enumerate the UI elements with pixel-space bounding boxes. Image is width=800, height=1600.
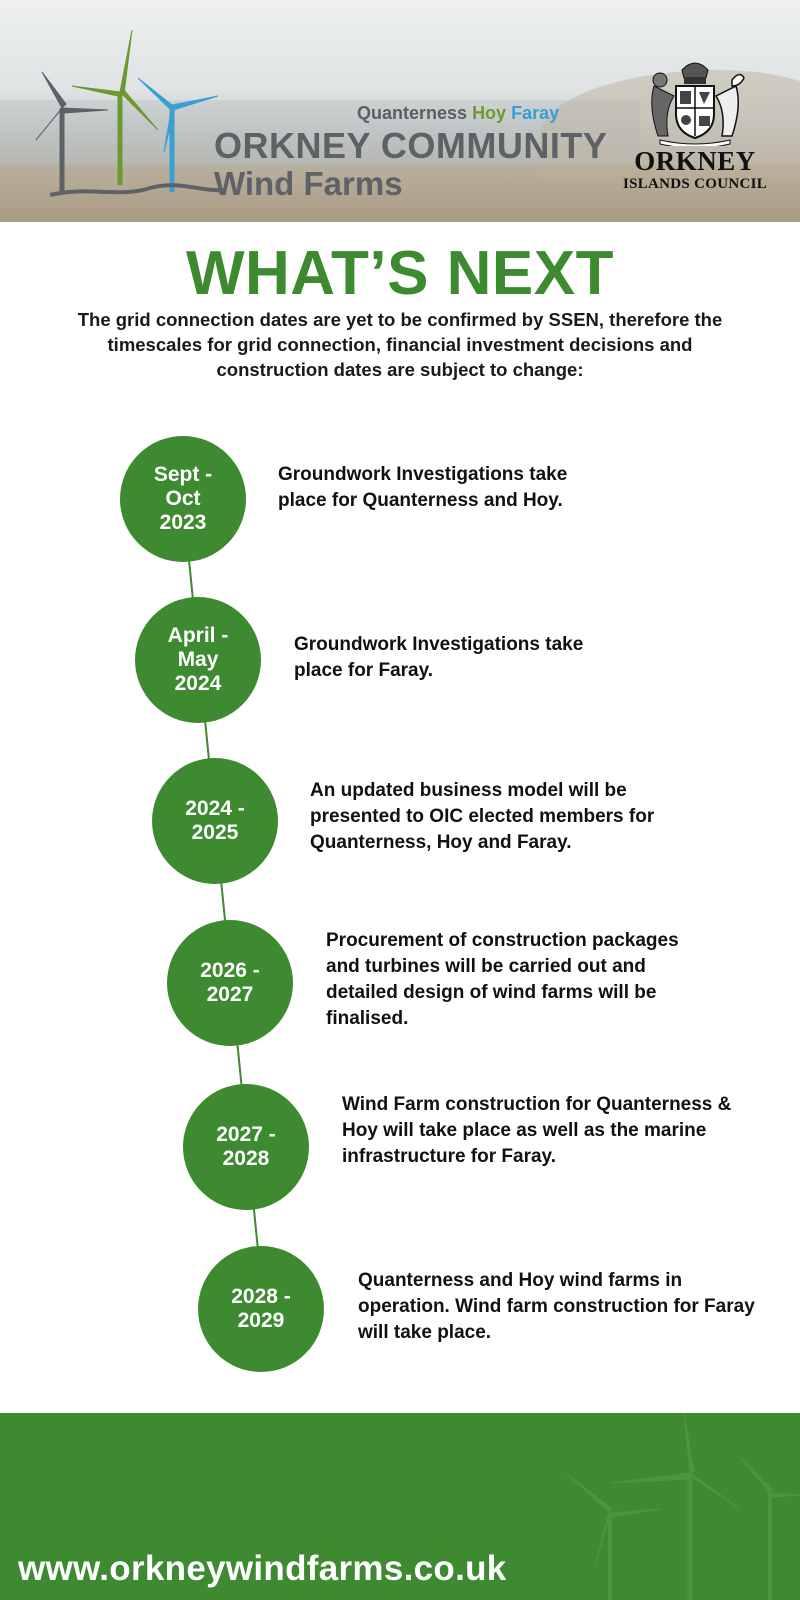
timeline-date: 2024 - 2025 (185, 797, 245, 844)
timeline-date-badge (120, 436, 246, 562)
timeline-date-badge (198, 1246, 324, 1372)
timeline-description: Wind Farm construction for Quanterness & Hoy will take place as well as the marine infrastructure for Faray. (342, 1094, 732, 1167)
footer-banner (0, 1413, 800, 1600)
timeline-date-badge (135, 597, 261, 723)
timeline-description: An updated business model will be presented to OIC elected members for Quanterness, Hoy and Faray. (310, 780, 655, 853)
council-name-line1: ORKNEY (634, 146, 756, 176)
brand-title: ORKNEY COMMUNITY (214, 125, 608, 166)
site-quanterness: Quanterness (357, 103, 468, 123)
timeline-description: Procurement of construction packages and turbines will be carried out and detailed design of wind farms will be finalised. (326, 930, 679, 1029)
council-name-line2: ISLANDS COUNCIL (622, 176, 768, 192)
timeline-description: Groundwork Investigations take place for Faray. (294, 634, 584, 681)
timeline-date-badge (183, 1084, 309, 1210)
timeline-date: Sept - Oct 2023 (153, 463, 213, 534)
site-hoy: Hoy (472, 103, 507, 123)
page-title: WHAT’S NEXT (186, 239, 614, 308)
timeline-date-badge (152, 758, 278, 884)
timeline-date: 2026 - 2027 (200, 959, 260, 1006)
timeline-date: April - May 2024 (167, 624, 229, 695)
timeline-description: Quanterness and Hoy wind farms in operation. Wind farm construction for Faray will take place. (358, 1270, 755, 1343)
site-faray: Faray (511, 103, 560, 123)
intro-text: The grid connection dates are yet to be confirmed by SSEN, therefore the timescales for grid connection, financial investment decisions and construction dates are subject to change: (77, 309, 723, 380)
website-link[interactable]: www.orkneywindfarms.co.uk (18, 1549, 507, 1588)
timeline-description: Groundwork Investigations take place for Quanterness and Hoy. (278, 464, 568, 511)
timeline-date-badge (167, 920, 293, 1046)
brand-subtitle: Wind Farms (214, 165, 403, 202)
timeline-date: 2027 - 2028 (216, 1123, 276, 1170)
timeline-date: 2028 - 2029 (231, 1285, 291, 1332)
